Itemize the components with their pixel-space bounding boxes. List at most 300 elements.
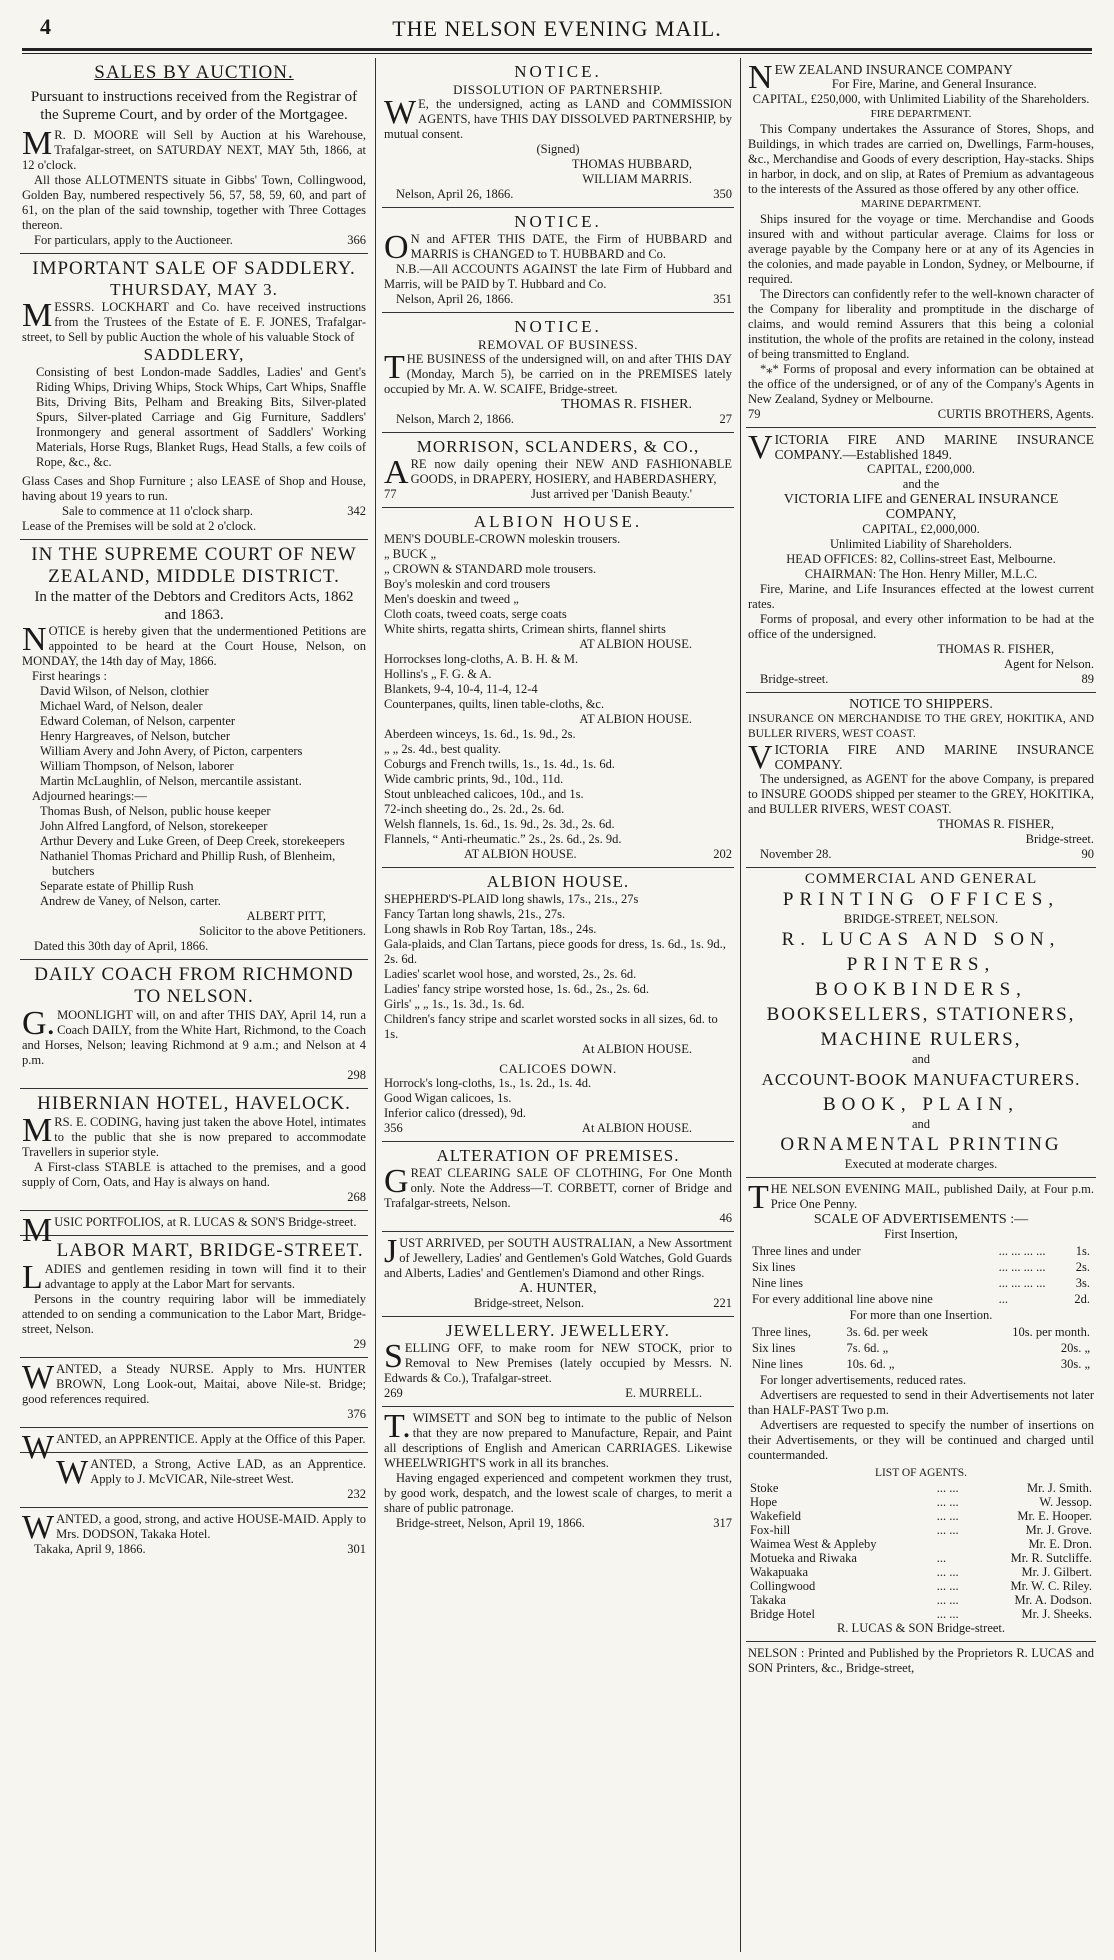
printing-h1: COMMERCIAL AND GENERAL: [804, 871, 1038, 887]
table-cell: ... ...: [936, 1579, 959, 1593]
table-cell: ... ...: [936, 1495, 959, 1509]
rate-row: [750, 1276, 1092, 1290]
albion-heading: ALBION HOUSE.: [486, 872, 630, 891]
column-1: [20, 58, 368, 1952]
victoria-and: and the: [902, 477, 940, 491]
labor-ad: [20, 1236, 368, 1358]
list-item: Gala-plaids, and Clan Tartans, piece goods for dress, 1s. 6d., 1s. 9d., 2s. 6d.: [384, 937, 726, 966]
table-cell: Mr. J. Sheeks.: [1021, 1607, 1092, 1621]
albion-ad-1: [382, 508, 734, 868]
printing-h5: BOOKBINDERS,: [815, 979, 1027, 1000]
list-item: Children's fancy stripe and scarlet worsted socks in all sizes, 6d. to 1s.: [384, 1012, 718, 1041]
hotel-ad: [20, 1089, 368, 1211]
jewellery-ad: [382, 1317, 734, 1407]
table-cell: 2d.: [1074, 1292, 1090, 1306]
court-matter: In the matter of the Debtors and Creditors Acts, 1862 and 1863.: [34, 589, 354, 623]
signature: THOMAS R. FISHER,: [937, 817, 1054, 831]
list-item: „ „ 2s. 4d., best quality.: [384, 742, 501, 756]
table-cell: 30s. „: [1060, 1357, 1090, 1371]
column-3: [746, 58, 1096, 1952]
victoria-foot: Bridge-street.: [760, 672, 829, 686]
albion-ad-2: [382, 868, 734, 1142]
table-cell: 3s.: [1075, 1276, 1090, 1290]
hotel-body: MRS. E. CODING, having just taken the above Hotel, intimates to the public that she is now prepared to accommodate Travellers in superior style.: [22, 1112, 366, 1159]
printing-address: BRIDGE-STREET, NELSON.: [843, 912, 999, 926]
list-item: William Thompson, of Nelson, laborer: [40, 759, 234, 773]
first-hearings-label: First hearings :: [32, 669, 107, 683]
agent-row: [748, 1495, 1094, 1509]
table-cell: ... ... ... ...: [998, 1260, 1046, 1274]
printing-and: and: [911, 1052, 931, 1066]
table-cell: Mr. A. Dodson.: [1014, 1593, 1092, 1607]
ad-number: 79: [748, 407, 761, 421]
lad-ad: [20, 1453, 368, 1508]
printing-h9: BOOK, PLAIN,: [822, 1094, 1020, 1115]
table-cell: ... ...: [936, 1509, 959, 1523]
agent-row: [748, 1565, 1094, 1579]
alteration-ad: [382, 1142, 734, 1232]
marine-dept-heading: MARINE DEPARTMENT.: [860, 198, 982, 210]
agent-row: [748, 1551, 1094, 1565]
printing-h8: ACCOUNT-BOOK MANUFACTURERS.: [761, 1070, 1081, 1089]
housemaid-body: WANTED, a good, strong, and active HOUSE-MAID. Apply to Mrs. DODSON, Takaka Hotel.: [22, 1509, 366, 1546]
list-item: Henry Hargreaves, of Nelson, butcher: [40, 729, 230, 743]
table-cell: Three lines and under: [752, 1244, 861, 1258]
nz-insurance-heading: NEW ZEALAND INSURANCE COMPANY: [748, 59, 1013, 96]
victoria-heading: VICTORIA FIRE AND MARINE INSURANCE COMPANY.—Established 1849.: [748, 429, 1094, 466]
ad-number: 342: [347, 504, 366, 518]
apprentice-body: WANTED, an APPRENTICE. Apply at the Office of this Paper.: [22, 1429, 366, 1466]
list-item: Coburgs and French twills, 1s., 1s. 4d., 1s. 6d.: [384, 757, 616, 771]
rates-table-1: [748, 1242, 1094, 1308]
table-cell: 10s. 6d. „: [846, 1357, 895, 1371]
table-cell: Waimea West & Appleby: [750, 1537, 877, 1551]
table-cell: ... ...: [936, 1481, 959, 1495]
list-item: Welsh flannels, 1s. 6d., 1s. 9d., 2s. 3d., 2s. 6d.: [384, 817, 615, 831]
shippers-sub: INSURANCE ON MERCHANDISE TO THE GREY, HOKITIKA, AND BULLER RIVERS, WEST COAST.: [748, 713, 1094, 740]
nz-insurance-ad: [746, 58, 1096, 428]
signature: WILLIAM MARRIS.: [582, 172, 692, 186]
table-cell: Nine lines: [752, 1276, 804, 1290]
fire-dept-body: This Company undertakes the Assurance of Stores, Shops, and Buildings, in which trades are carried on, Dwellings, Farm-houses, &c., Merchandise and Goods of every description, Hay-stacks. Ships in harbor, in dock, and on slip, at Rates of Premium as advantageous to the interests of the Assured as those offered by any other office.: [748, 122, 1094, 196]
table-cell: ... ...: [936, 1523, 959, 1537]
shippers-foot: November 28.: [760, 847, 832, 861]
signature-role: Agent for Nelson.: [1004, 657, 1094, 671]
albion-subheading: CALICOES DOWN.: [499, 1061, 617, 1076]
change-body: ON and AFTER THIS DATE, the Firm of HUBBARD and MARRIS is CHANGED to T. HUBBARD and Co.: [384, 229, 732, 266]
list-item: John Alfred Langford, of Nelson, storekeeper: [40, 819, 268, 833]
agents-table: [748, 1481, 1094, 1621]
ad-number: 268: [347, 1190, 366, 1204]
albion-at: At ALBION HOUSE.: [581, 1121, 692, 1135]
music-ad: [20, 1211, 368, 1249]
list-item: William Avery and John Avery, of Picton, carpenters: [40, 744, 303, 758]
table-cell: Wakefield: [750, 1509, 802, 1523]
victoria-office: HEAD OFFICES: 82, Collins-street East, Melbourne.: [786, 552, 1056, 566]
shippers-company: VICTORIA FIRE AND MARINE INSURANCE COMPANY.: [748, 739, 1094, 776]
rate-row: [750, 1244, 1092, 1258]
saddlery-lease: Lease of the Premises will be sold at 2 o'clock.: [22, 519, 257, 533]
hotel-heading: HIBERNIAN HOTEL, HAVELOCK.: [37, 1093, 351, 1114]
nurse-ad: [20, 1358, 368, 1428]
ad-number: 29: [353, 1337, 366, 1351]
table-cell: Mr. J. Gilbert.: [1021, 1565, 1092, 1579]
imprint-body: NELSON : Printed and Published by the Proprietors R. LUCAS and SON Printers, &c., Bridge-street,: [748, 1646, 1094, 1675]
albion-list: [384, 892, 732, 1042]
list-item: Martin McLaughlin, of Nelson, mercantile assistant.: [40, 774, 302, 788]
agent-row: [748, 1607, 1094, 1621]
albion-at: AT ALBION HOUSE.: [464, 847, 577, 861]
table-cell: 1s.: [1075, 1244, 1090, 1258]
printing-and-2: and: [911, 1117, 931, 1131]
list-item: David Wilson, of Nelson, clothier: [40, 684, 209, 698]
music-body: MUSIC PORTFOLIOS, at R. LUCAS & SON'S Bridge-street.: [22, 1212, 357, 1249]
victoria-ad: [746, 428, 1096, 693]
ad-number: 298: [347, 1068, 366, 1082]
nurse-body: WANTED, a Steady NURSE. Apply to Mrs. HUNTER BROWN, Long Look-out, Maitai, above Nile-st. Bridge; good references required.: [22, 1359, 366, 1406]
ad-number: 351: [713, 292, 732, 306]
albion-at: At ALBION HOUSE.: [581, 1042, 692, 1056]
scale-heading: SCALE OF ADVERTISEMENTS :—: [813, 1212, 1029, 1227]
adjourned-label: Adjourned hearings:—: [32, 789, 147, 803]
ad-number: 221: [713, 1296, 732, 1310]
printing-ad: [746, 868, 1096, 1178]
albion-list: [384, 532, 732, 637]
printing-h6: BOOKSELLERS, STATIONERS,: [766, 1004, 1076, 1025]
table-cell: 20s. „: [1060, 1341, 1090, 1355]
signature: THOMAS R. FISHER.: [561, 397, 692, 412]
table-cell: ... ... ... ...: [998, 1276, 1046, 1290]
table-cell: W. Jessop.: [1039, 1495, 1092, 1509]
ad-number: 356: [384, 1121, 403, 1135]
page-number: 4: [40, 14, 51, 39]
victoria-body2: Forms of proposal, and every other information to be had at the office of the undersigned.: [748, 612, 1094, 641]
table-cell: Mr. R. Sutcliffe.: [1010, 1551, 1092, 1565]
saddlery-commence: Sale to commence at 11 o'clock sharp.: [62, 504, 253, 518]
auction-ad: [20, 58, 368, 254]
forms-body: *⁎* Forms of proposal and every information can be obtained at the office of the undersigned, or of any of the Company's Agents in New Zealand, Sydney or Melbourne.: [748, 362, 1094, 406]
albion-list: [384, 652, 732, 712]
albion-list: [384, 727, 732, 847]
table-cell: Mr. E. Dron.: [1028, 1537, 1092, 1551]
agent-row: [748, 1523, 1094, 1537]
list-item: Cloth coats, tweed coats, serge coats: [384, 607, 567, 621]
table-cell: ...: [936, 1551, 947, 1565]
change-body2: N.B.—All ACCOUNTS AGAINST the late Firm of Hubbard and Marris, will be PAID by T. Hubbard and Co.: [384, 262, 732, 291]
rates-table-2: [748, 1323, 1094, 1373]
dissolution-notice: [382, 58, 734, 208]
list-item: Ladies' fancy stripe worsted hose, 1s. 6d., 2s., 2s. 6d.: [384, 982, 650, 996]
change-foot: Nelson, April 26, 1866.: [396, 292, 514, 306]
table-cell: ...: [998, 1292, 1009, 1306]
list-item: Michael Ward, of Nelson, dealer: [40, 699, 203, 713]
signature: E. MURRELL.: [625, 1386, 702, 1400]
table-cell: Bridge Hotel: [750, 1607, 815, 1621]
list-item: Horrock's long-cloths, 1s., 1s. 2d., 1s. 4d.: [384, 1076, 592, 1090]
list-item: Thomas Bush, of Nelson, public house keeper: [40, 804, 271, 818]
mail-ad: [746, 1178, 1096, 1642]
signature: A. HUNTER,: [519, 1281, 597, 1296]
albion-list: [384, 1076, 732, 1121]
table-cell: [935, 1537, 972, 1551]
table-cell: Wakapuaka: [750, 1565, 808, 1579]
victoria-capital: CAPITAL, £200,000.: [866, 462, 976, 476]
table-cell: Mr. J. Smith.: [1027, 1481, 1092, 1495]
ad-number: 269: [384, 1386, 403, 1400]
list-item: Ladies' scarlet wool hose, and worsted, 2s., 2s. 6d.: [384, 967, 637, 981]
jewellery-heading: JEWELLERY. JEWELLERY.: [446, 1321, 670, 1340]
lad-body: WANTED, a Strong, Active LAD, as an Apprentice. Apply to J. McVICAR, Nile-street West.: [56, 1454, 366, 1491]
list-item: Men's doeskin and tweed „: [384, 592, 519, 606]
table-cell: Fox-hill: [750, 1523, 791, 1537]
removal-foot: Nelson, March 2, 1866.: [396, 412, 515, 426]
agent-row: [748, 1537, 1094, 1551]
auction-foot: For particulars, apply to the Auctioneer.: [34, 233, 233, 247]
list-item: Separate estate of Phillip Rush: [40, 879, 194, 893]
signature: THOMAS HUBBARD,: [571, 157, 692, 171]
column-divider: [740, 58, 741, 1952]
coach-ad: [20, 960, 368, 1089]
table-cell: ... ... ... ...: [998, 1244, 1046, 1258]
table-cell: Six lines: [752, 1341, 796, 1355]
removal-notice: [382, 313, 734, 433]
hotel-body2: A First-class STABLE is attached to the premises, and a good supply of Corn, Oats, and Hay is always on hand.: [22, 1160, 366, 1189]
albion-heading: ALBION HOUSE.: [473, 512, 643, 531]
scale-req1: Advertisers are requested to send in their Advertisements not later than HALF-PAST Two p.m.: [748, 1388, 1094, 1417]
printing-h4: PRINTERS,: [846, 954, 996, 975]
notice-subheading: REMOVAL OF BUSINESS.: [478, 337, 638, 352]
signature: R. LUCAS & SON Bridge-street.: [836, 1621, 1006, 1635]
scale-req2: Advertisers are requested to specify the number of insertions on their Advertisements, or they will be continued and charged until countermanded.: [748, 1418, 1094, 1462]
masthead-rule-thin: [22, 53, 1092, 54]
victoria-liability: Unlimited Liability of Shareholders.: [830, 537, 1012, 551]
saddlery-body: MESSRS. LOCKHART and Co. have received instructions from the Trustees of the Estate of E. F. JONES, Trafalgar-street, to Sell by public Auction the whole of his valuable Stock of: [22, 297, 366, 344]
table-cell: Mr. E. Hooper.: [1017, 1509, 1092, 1523]
table-cell: 2s.: [1075, 1260, 1090, 1274]
court-heading: IN THE SUPREME COURT OF NEW ZEALAND, MIDDLE DISTRICT.: [31, 544, 357, 587]
list-item: SHEPHERD'S-PLAID long shawls, 17s., 21s., 27s: [384, 892, 639, 906]
printing-h2: PRINTING OFFICES,: [782, 889, 1060, 910]
saddlery-heading: IMPORTANT SALE OF SADDLERY.: [32, 258, 356, 279]
marine-dept-body: Ships insured for the voyage or time. Merchandise and Goods insured with and without particular average. Claims for loss or average payable by the Company here or at any of its Agencies in the colonies, and made payable in London, Sydney, or Melbourne, if required.: [748, 212, 1094, 286]
court-signer: ALBERT PITT,: [246, 909, 326, 923]
list-item: Fancy Tartan long shawls, 21s., 27s.: [384, 907, 566, 921]
auction-body: MR. D. MOORE will Sell by Auction at his Warehouse, Trafalgar-street, on SATURDAY NEXT, MAY 5th, 1866, at 12 o'clock.: [22, 125, 366, 172]
table-cell: Stoke: [750, 1481, 779, 1495]
victoria-heading-2: VICTORIA LIFE and GENERAL INSURANCE COMPANY,: [783, 492, 1059, 522]
list-item: White shirts, regatta shirts, Crimean shirts, flannel shirts: [384, 622, 666, 636]
table-cell: For every additional line above nine: [752, 1292, 933, 1306]
court-notice: [20, 540, 368, 960]
first-hearings-list: [22, 684, 366, 789]
notice-subheading: DISSOLUTION OF PARTNERSHIP.: [453, 82, 663, 97]
jewellery-body: SELLING OFF, to make room for NEW STOCK, prior to Removal to New Premises (lately occupied by Messrs. N. Edwards & Co.), Trafalgar-street.: [384, 1338, 732, 1385]
masthead: [22, 8, 1092, 48]
list-item: Horrockses long-cloths, A. B. H. & M.: [384, 652, 579, 666]
shippers-body: The undersigned, as AGENT for the above Company, is prepared to INSURE GOODS shipped per steamer to the GREY, HOKITIKA, and BULLER RIVERS, WEST COAST.: [748, 772, 1094, 816]
wimsett-body: T.WIMSETT and SON beg to intimate to the public of Nelson that they are now prepared to Manufacture, Repair, and Paint all descriptions of English and American CARRIAGES. Likewise WHEELWRIGHT'S work in all its branches.: [384, 1408, 732, 1470]
labor-heading: LABOR MART, BRIDGE-STREET.: [56, 1240, 364, 1261]
table-cell: Hope: [750, 1495, 778, 1509]
alteration-heading: ALTERATION OF PREMISES.: [436, 1146, 680, 1165]
list-item: Boy's moleskin and cord trousers: [384, 577, 551, 591]
printing-h3: R. LUCAS AND SON,: [781, 929, 1061, 950]
list-item: Andrew de Vaney, of Nelson, carter.: [40, 894, 221, 908]
ad-number: 46: [719, 1211, 732, 1225]
fire-dept-heading: FIRE DEPARTMENT.: [870, 108, 972, 120]
notice-heading: NOTICE.: [514, 212, 602, 231]
scale-more: For more than one Insertion.: [849, 1308, 993, 1322]
imprint: [746, 1642, 1096, 1681]
ad-number: 90: [1081, 847, 1094, 861]
table-cell: Takaka: [750, 1593, 786, 1607]
ad-number: 366: [347, 233, 366, 247]
rate-row: [750, 1260, 1092, 1274]
list-item: Inferior calico (dressed), 9d.: [384, 1106, 526, 1120]
list-item: Long shawls in Rob Roy Tartan, 18s., 24s.: [384, 922, 597, 936]
list-item: Flannels, “ Anti-rheumatic.” 2s., 2s. 6d., 2s. 9d.: [384, 832, 622, 846]
change-notice: [382, 208, 734, 313]
scale-first: First Insertion,: [884, 1227, 958, 1241]
apprentice-ad: [20, 1428, 368, 1466]
table-cell: 7s. 6d. „: [846, 1341, 889, 1355]
list-item: Nathaniel Thomas Prichard and Phillip Rush, of Blenheim, butchers: [40, 849, 336, 878]
wimsett-body2: Having engaged experienced and competent workmen they trust, by good work, despatch, and the lowest scale of charges, to merit a share of public patronage.: [384, 1471, 732, 1515]
dissolution-signed: (Signed): [536, 142, 580, 156]
saddlery-glass: Glass Cases and Shop Furniture ; also LEASE of Shop and House, having about 19 years to run.: [22, 474, 366, 503]
table-cell: ... ...: [936, 1593, 959, 1607]
printing-h7: MACHINE RULERS,: [820, 1029, 1022, 1050]
rate-row: [750, 1292, 1092, 1306]
ad-number: 77: [384, 487, 397, 501]
victoria-chairman: CHAIRMAN: The Hon. Henry Miller, M.L.C.: [804, 567, 1038, 581]
morrison-foot: Just arrived per 'Danish Beauty.': [531, 487, 692, 501]
column-2: [382, 58, 734, 1952]
dissolution-body: WE, the undersigned, acting as LAND and COMMISSION AGENTS, have THIS DAY DISSOLVED PARTNERSHIP, by mutual consent.: [384, 94, 732, 141]
albion-at: AT ALBION HOUSE.: [579, 712, 692, 726]
hunter-foot: Bridge-street, Nelson.: [474, 1296, 585, 1310]
list-item: Wide cambric prints, 9d., 10d., 11d.: [384, 772, 564, 786]
saddlery-stock: SADDLERY,: [143, 345, 245, 364]
directors-body: The Directors can confidently refer to the well-known character of the Company for liberality and promptitude in the discharge of claims, and would remind Assurers that this being a colonial institution, the whole of the profits are retained in the colony, instead of being transmitted to England.: [748, 287, 1094, 361]
table-cell: ... ...: [936, 1565, 959, 1579]
list-item: Aberdeen winceys, 1s. 6d., 1s. 9d., 2s.: [384, 727, 576, 741]
table-cell: 10s. per month.: [1012, 1325, 1090, 1339]
morrison-ad: [382, 433, 734, 508]
court-signer-role: Solicitor to the above Petitioners.: [199, 924, 366, 938]
agents-heading: LIST OF AGENTS.: [874, 1467, 968, 1479]
scale-longer: For longer advertisements, reduced rates.: [760, 1373, 967, 1387]
morrison-body: ARE now daily opening their NEW AND FASHIONABLE GOODS, in DRAPERY, HOSIERY, and HABERDASHERY,: [384, 454, 732, 491]
housemaid-ad: [20, 1508, 368, 1562]
court-body: NOTICE is hereby given that the undermentioned Petitions are appointed to be heard at the Court House, Nelson, on MONDAY, the 14th day of May, 1866.: [22, 621, 366, 668]
list-item: Blankets, 9-4, 10-4, 11-4, 12-4: [384, 682, 538, 696]
alteration-body: GREAT CLEARING SALE OF CLOTHING, For One Month only. Note the Address—T. CORBETT, corner of Bridge and Trafalgar-streets, Nelson.: [384, 1163, 732, 1210]
rate-row: [750, 1341, 1092, 1355]
rate-row: [750, 1357, 1092, 1371]
auction-intro: Pursuant to instructions received from the Registrar of the Supreme Court, and by order of the Mortgagee.: [30, 89, 358, 123]
signature-role: Bridge-street.: [1025, 832, 1094, 846]
albion-at: AT ALBION HOUSE.: [579, 637, 692, 651]
printing-h10: ORNAMENTAL PRINTING: [780, 1134, 1062, 1155]
ad-number: 317: [713, 1516, 732, 1530]
list-item: „ CROWN & STANDARD mole trousers.: [384, 562, 597, 576]
list-item: Edward Coleman, of Nelson, carpenter: [40, 714, 236, 728]
adjourned-hearings-list: [22, 804, 366, 909]
auction-body2: All those ALLOTMENTS situate in Gibbs' Town, Collingwood, Golden Bay, numbered respectively 56, 57, 58, 59, 60, and part of 61, on the plan of the said township, together with Three Cottages thereon.: [22, 173, 366, 232]
table-cell: ... ...: [936, 1607, 959, 1621]
saddlery-date: THURSDAY, MAY 3.: [110, 280, 278, 299]
newspaper-title: THE NELSON EVENING MAIL.: [392, 16, 722, 41]
labor-body: LADIES and gentlemen residing in town will find it to their advantage to apply at the Labor Mart for servants.: [22, 1259, 366, 1296]
table-cell: Mr. W. C. Riley.: [1010, 1579, 1092, 1593]
column-divider: [375, 58, 376, 1952]
ad-number: 301: [347, 1542, 366, 1556]
list-item: Hollins's „ F. G. & A.: [384, 667, 492, 681]
notice-heading: NOTICE.: [514, 317, 602, 336]
hunter-ad: [382, 1232, 734, 1317]
ad-number: 89: [1081, 672, 1094, 686]
table-cell: Collingwood: [750, 1579, 816, 1593]
ad-number: 376: [347, 1407, 366, 1421]
coach-body: G.MOONLIGHT will, on and after THIS DAY, April 14, run a Coach DAILY, from the White Hart, Richmond, to the Coach and Horses, Nelson; leaving Richmond at 9 a.m.; and Nelson at 4 p.m.: [22, 1005, 366, 1067]
list-item: Stout unbleached calicoes, 10d., and 1s.: [384, 787, 584, 801]
victoria-body: Fire, Marine, and Life Insurances effected at the lowest current rates.: [748, 582, 1094, 611]
table-cell: Motueka and Riwaka: [750, 1551, 857, 1565]
list-item: Arthur Devery and Luke Green, of Deep Creek, storekeepers: [40, 834, 345, 848]
list-item: Good Wigan calicoes, 1s.: [384, 1091, 512, 1105]
table-cell: Nine lines: [752, 1357, 804, 1371]
saddlery-ad: [20, 254, 368, 540]
wimsett-foot: Bridge-street, Nelson, April 19, 1866.: [396, 1516, 585, 1530]
list-item: 72-inch sheeting do., 2s. 2d., 2s. 6d.: [384, 802, 565, 816]
labor-body2: Persons in the country requiring labor will be immediately attended to on sending a communication to the Labor Mart, Bridge-street, Nelson.: [22, 1292, 366, 1336]
mail-body: THE NELSON EVENING MAIL, published Daily, at Four p.m. Price One Penny.: [748, 1179, 1094, 1216]
agent-row: [748, 1579, 1094, 1593]
ad-number: 232: [347, 1487, 366, 1501]
auction-heading: SALES BY AUCTION.: [94, 62, 294, 83]
shippers-notice: [746, 693, 1096, 868]
list-item: Counterpanes, quilts, linen table-cloths, &c.: [384, 697, 605, 711]
nz-insurance-capital: CAPITAL, £250,000, with Unlimited Liability of the Shareholders.: [752, 92, 1090, 106]
agent-row: [748, 1509, 1094, 1523]
ad-number: 350: [713, 187, 732, 201]
removal-body: THE BUSINESS of the undersigned will, on and after THIS DAY (Monday, March 5), be carried on in the PREMISES lately occupied by Mr. A. W. SCAIFE, Bridge-street.: [384, 349, 732, 396]
hunter-body: JUST ARRIVED, per SOUTH AUSTRALIAN, a New Assortment of Jewellery, Ladies' and Gentlemen's Gold Watches, Gold Guards and Alberts, Ladies' and Gentlemen's Diamond and other Rings.: [384, 1233, 732, 1280]
table-cell: Three lines,: [752, 1325, 812, 1339]
wimsett-ad: [382, 1407, 734, 1536]
list-item: Girls' „ „ 1s., 1s. 3d., 1s. 6d.: [384, 997, 525, 1011]
court-dated: Dated this 30th day of April, 1866.: [34, 939, 209, 953]
morrison-heading: MORRISON, SCLANDERS, & CO.,: [416, 437, 700, 456]
printing-foot: Executed at moderate charges.: [844, 1157, 998, 1171]
list-item: „ BUCK „: [384, 547, 437, 561]
table-cell: 3s. 6d. per week: [846, 1325, 929, 1339]
signature: THOMAS R. FISHER,: [937, 642, 1054, 656]
nz-insurance-sub: For Fire, Marine, and General Insurance.: [831, 77, 1037, 91]
ad-number: 202: [713, 847, 732, 861]
table-cell: Mr. J. Grove.: [1025, 1523, 1092, 1537]
victoria-capital-2: CAPITAL, £2,000,000.: [862, 522, 980, 536]
ad-number: 27: [719, 412, 732, 426]
signature: CURTIS BROTHERS, Agents.: [937, 407, 1094, 421]
shippers-heading: NOTICE TO SHIPPERS.: [849, 697, 993, 712]
agent-row: [748, 1481, 1094, 1495]
saddlery-list: Consisting of best London-made Saddles, Ladies' and Gent's Riding Whips, Driving Whips, Stock Whips, Cart Whips, Snaffle Bits, Driving Bits, Pelham and Breaking Bits, Silver-plated Spurs, Silver-plated Carriage and Gig Furniture, Saddlers' Ironmongery and general assortment of Saddlers' Working Materials, Horse Rugs, Blanket Rugs, Head Stalls, a few coils of Rope, &c., &c.: [36, 365, 366, 469]
agent-row: [748, 1593, 1094, 1607]
notice-heading: NOTICE.: [514, 62, 602, 81]
list-item: MEN'S DOUBLE-CROWN moleskin trousers.: [384, 532, 621, 546]
